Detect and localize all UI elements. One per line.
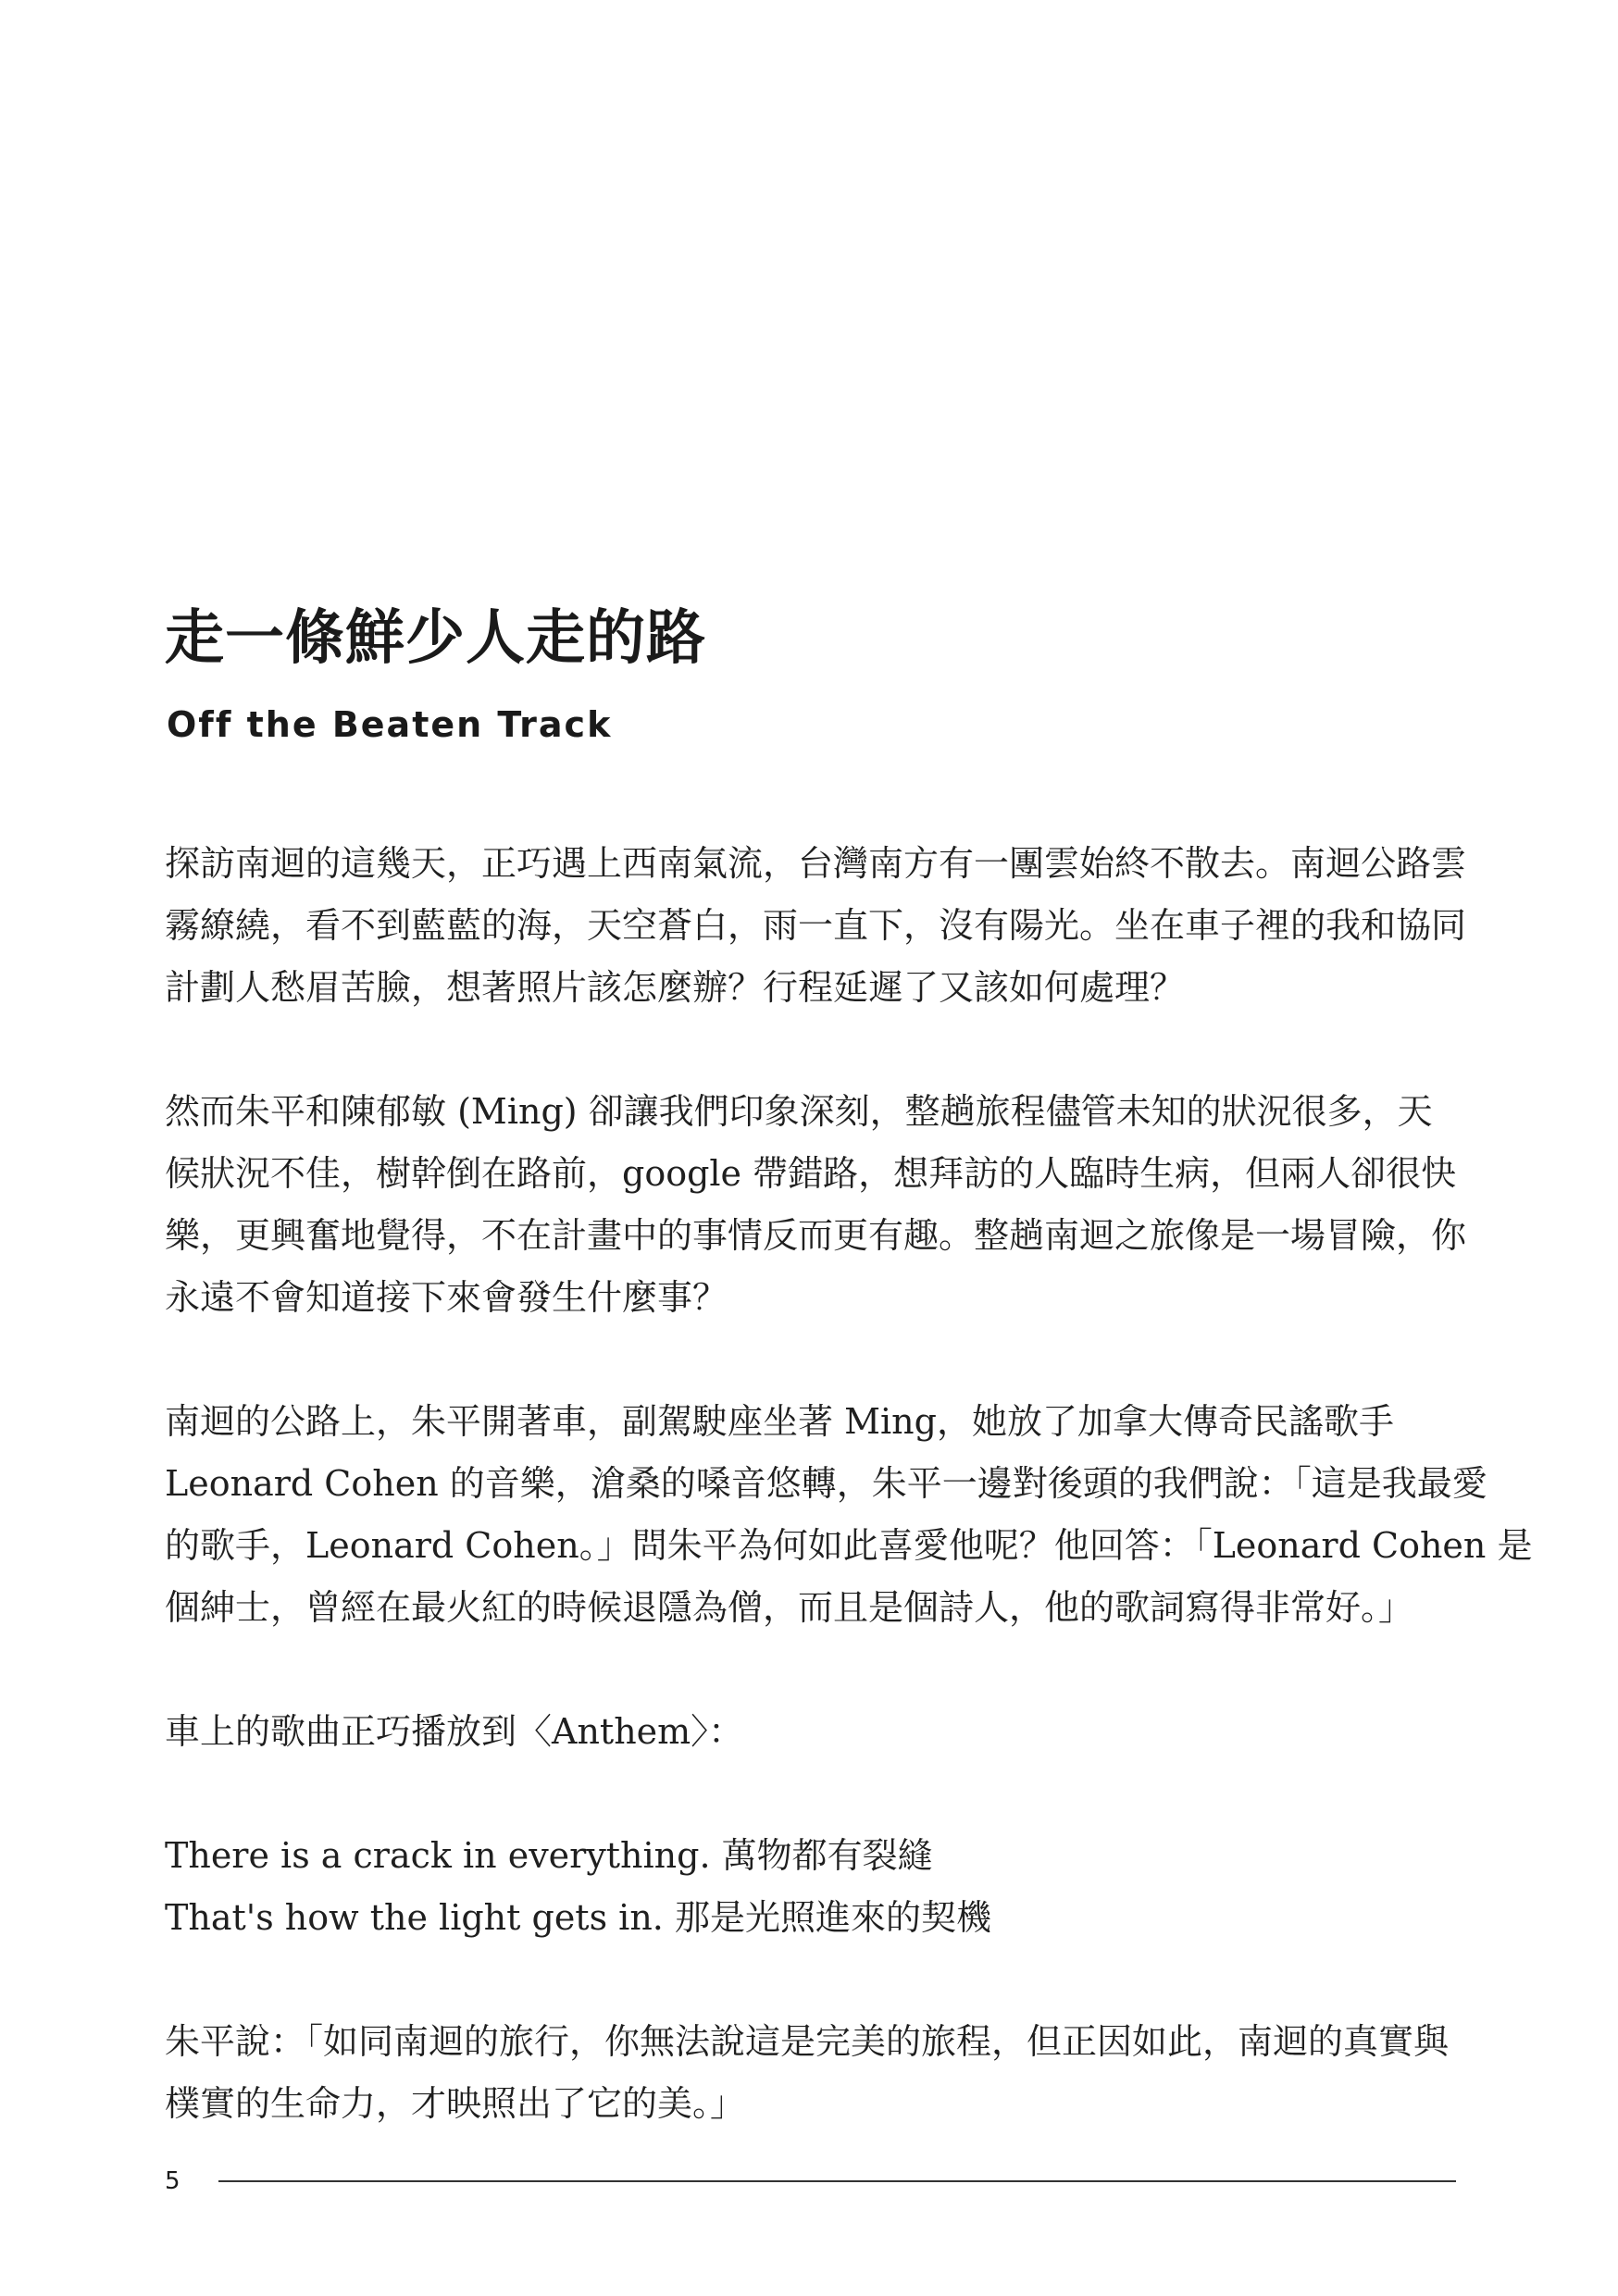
- lyric-line: That's how the light gets in. 那是光照進來的契機: [165, 1897, 991, 1938]
- text-line: 然而朱平和陳郁敏 (Ming) 卻讓我們印象深刻，整趟旅程儘管未知的狀況很多，天: [165, 1091, 1433, 1132]
- paragraph-anthem: [165, 1701, 1461, 1763]
- paragraph-intro: [165, 833, 1467, 1019]
- text-line: 的歌手，Leonard Cohen。」問朱平為何如此喜愛他呢？他回答：「Leonard Cohen 是: [165, 1525, 1533, 1566]
- text-line: 南迴的公路上，朱平開著車，副駕駛座坐著 Ming，她放了加拿大傳奇民謠歌手: [165, 1401, 1394, 1442]
- text-line: 永遠不會知道接下來會發生什麼事？: [165, 1277, 728, 1318]
- page-number: 5: [165, 2167, 180, 2195]
- text-line: 樂，更興奮地覺得，不在計畫中的事情反而更有趣。整趟南迴之旅像是一場冒險，你: [165, 1215, 1467, 1256]
- text-line: 霧繚繞，看不到藍藍的海，天空蒼白，雨一直下，沒有陽光。坐在車子裡的我和協同: [165, 905, 1467, 946]
- article-body: [165, 833, 1533, 2197]
- footer-divider: [218, 2180, 1456, 2182]
- article-subtitle: Off the Beaten Track: [167, 704, 613, 745]
- article-title: 走一條鮮少人走的路: [165, 604, 706, 673]
- text-line: 樸實的生命力，才映照出了它的美。」: [165, 2083, 746, 2124]
- lyric-line: There is a crack in everything. 萬物都有裂縫: [165, 1835, 933, 1876]
- paragraph-music: [165, 1391, 1533, 1639]
- text-line: 車上的歌曲正巧播放到〈Anthem〉：: [165, 1711, 744, 1752]
- text-line: 計劃人愁眉苦臉，想著照片該怎麼辦？行程延遲了又該如何處理？: [165, 967, 1186, 1008]
- paragraph-closing: [165, 2011, 1461, 2135]
- text-line: 個紳士，曾經在最火紅的時候退隱為僧，而且是個詩人，他的歌詞寫得非常好。」: [165, 1587, 1414, 1628]
- text-line: 朱平說：「如同南迴的旅行，你無法說這是完美的旅程，但正因如此，南迴的真實與: [165, 2021, 1450, 2062]
- text-line: 候狀況不佳，樹幹倒在路前，google 帶錯路，想拜訪的人臨時生病，但兩人卻很快: [165, 1153, 1457, 1194]
- text-line: 探訪南迴的這幾天，正巧遇上西南氣流，台灣南方有一團雲始終不散去。南迴公路雲: [165, 843, 1467, 884]
- text-line: Leonard Cohen 的音樂，滄桑的嗓音悠轉，朱平一邊對後頭的我們說：「這是我最愛: [165, 1463, 1487, 1504]
- paragraph-lyrics: [165, 1825, 1461, 1949]
- paragraph-travelers: [165, 1081, 1467, 1329]
